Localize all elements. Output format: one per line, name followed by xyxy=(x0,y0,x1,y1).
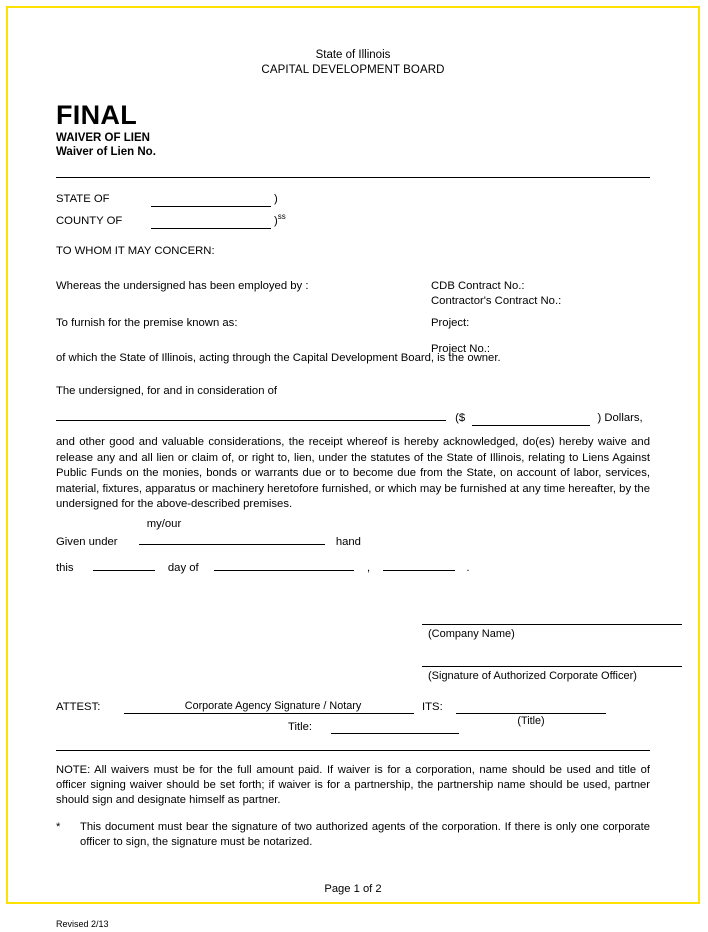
state-paren: ) xyxy=(274,193,278,205)
cdb-contract-label: CDB Contract No.: xyxy=(431,280,525,292)
officer-signature-field[interactable] xyxy=(422,666,682,667)
year-field[interactable] xyxy=(383,557,455,571)
document-header xyxy=(56,48,650,78)
attest-title-field[interactable] xyxy=(331,720,459,734)
hand-label: hand xyxy=(335,535,361,548)
document-subtitle: WAIVER OF LIEN xyxy=(56,132,150,144)
amount-row xyxy=(56,407,650,425)
signature-area xyxy=(56,624,650,744)
given-under-row xyxy=(56,517,650,550)
officer-signature-caption: (Signature of Authorized Corporate Officer) xyxy=(428,669,637,682)
day-of-label: day of xyxy=(167,561,199,574)
company-name-caption: (Company Name) xyxy=(428,627,515,640)
its-title-field[interactable] xyxy=(456,700,606,714)
state-field[interactable] xyxy=(151,194,271,207)
footer-divider xyxy=(56,750,650,751)
dollars-close: ) Dollars, xyxy=(597,412,643,424)
waiver-paragraph: and other good and valuable considerations, the receipt whereof is hereby acknowledged, do(es) hereby waive and release any and all lien or claim of, or right to, lien, under the statutes of the State of Illinois, relating to Liens Against Public Funds on the monies, bonds or warrants due or to become due from the State, on account of labor, services, material, fixtures, apparatus or machinery heretofore furnished, or which may be furnished at any time hereafter, by the undersigned for the above-described premises. xyxy=(56,436,650,510)
this-label: this xyxy=(56,561,74,574)
document-page xyxy=(20,18,686,929)
star-note-block xyxy=(56,820,650,850)
date-row xyxy=(56,557,650,576)
county-field[interactable] xyxy=(151,216,271,229)
county-label: COUNTY OF xyxy=(56,214,123,227)
document-body xyxy=(56,192,650,932)
header-agency-line: CAPITAL DEVELOPMENT BOARD xyxy=(261,64,445,76)
page-number: Page 1 of 2 xyxy=(324,882,382,895)
amount-words-field[interactable] xyxy=(56,407,446,421)
attest-label: ATTEST: xyxy=(56,700,101,713)
county-row xyxy=(56,209,650,226)
project-label: Project: xyxy=(431,317,470,329)
premise-block xyxy=(56,316,650,355)
employed-by-text: Whereas the undersigned has been employed by : xyxy=(56,280,309,292)
revision-label: Revised 2/13 xyxy=(56,918,109,929)
note-block xyxy=(56,763,650,808)
owner-line: of which the State of Illinois, acting through the Capital Development Board, is the owner. xyxy=(56,352,501,364)
ss-mark: ss xyxy=(277,212,286,221)
its-title-caption: (Title) xyxy=(517,714,545,727)
star-marker: * xyxy=(56,820,61,833)
star-note-text: This document must bear the signature of two authorized agents of the corporation. If there is only one corporate officer to sign, the signature must be notarized. xyxy=(80,820,650,848)
given-under-field[interactable] xyxy=(139,517,325,545)
state-row xyxy=(56,192,650,209)
given-under-label: Given under xyxy=(56,535,118,548)
amount-numeric-field[interactable] xyxy=(472,413,590,426)
company-signature-block xyxy=(422,624,682,684)
state-label: STATE OF xyxy=(56,193,110,205)
to-furnish-text: To furnish for the premise known as: xyxy=(56,317,238,329)
contract-numbers xyxy=(431,279,561,309)
attest-caption: Corporate Agency Signature / Notary xyxy=(184,699,362,712)
county-paren: ) xyxy=(274,214,278,227)
title-label: Title: xyxy=(288,720,313,733)
date-period: . xyxy=(466,561,470,574)
date-comma: , xyxy=(366,561,371,574)
its-label: ITS: xyxy=(422,700,443,713)
note-text: All waivers must be for the full amount paid. If waiver is for a corporation, name should be used and title of officer signing waiver should be set forth; if waiver is for a partnership, the partnership name should be used, partner should sign and designate himself as partner. xyxy=(56,763,650,806)
consideration-line: The undersigned, for and in consideration of xyxy=(56,385,278,397)
title-block xyxy=(56,100,650,159)
employed-by-block xyxy=(56,279,650,307)
contractor-contract-label: Contractor's Contract No.: xyxy=(431,295,562,307)
project-no-label: Project No.: xyxy=(431,343,491,355)
project-info xyxy=(431,316,490,357)
dollar-sign: ($ xyxy=(455,412,466,424)
day-number-field[interactable] xyxy=(93,557,155,571)
month-field[interactable] xyxy=(214,557,354,571)
waiver-number-label: Waiver of Lien No. xyxy=(56,146,156,158)
to-whom-line: TO WHOM IT MAY CONCERN: xyxy=(56,245,215,257)
company-name-field[interactable] xyxy=(422,624,682,625)
header-divider xyxy=(56,177,650,178)
note-label: NOTE: xyxy=(56,763,91,776)
my-our-text: my/our xyxy=(146,517,182,530)
document-border xyxy=(6,6,700,929)
header-state-line: State of Illinois xyxy=(315,49,391,61)
document-title: FINAL xyxy=(56,100,137,130)
